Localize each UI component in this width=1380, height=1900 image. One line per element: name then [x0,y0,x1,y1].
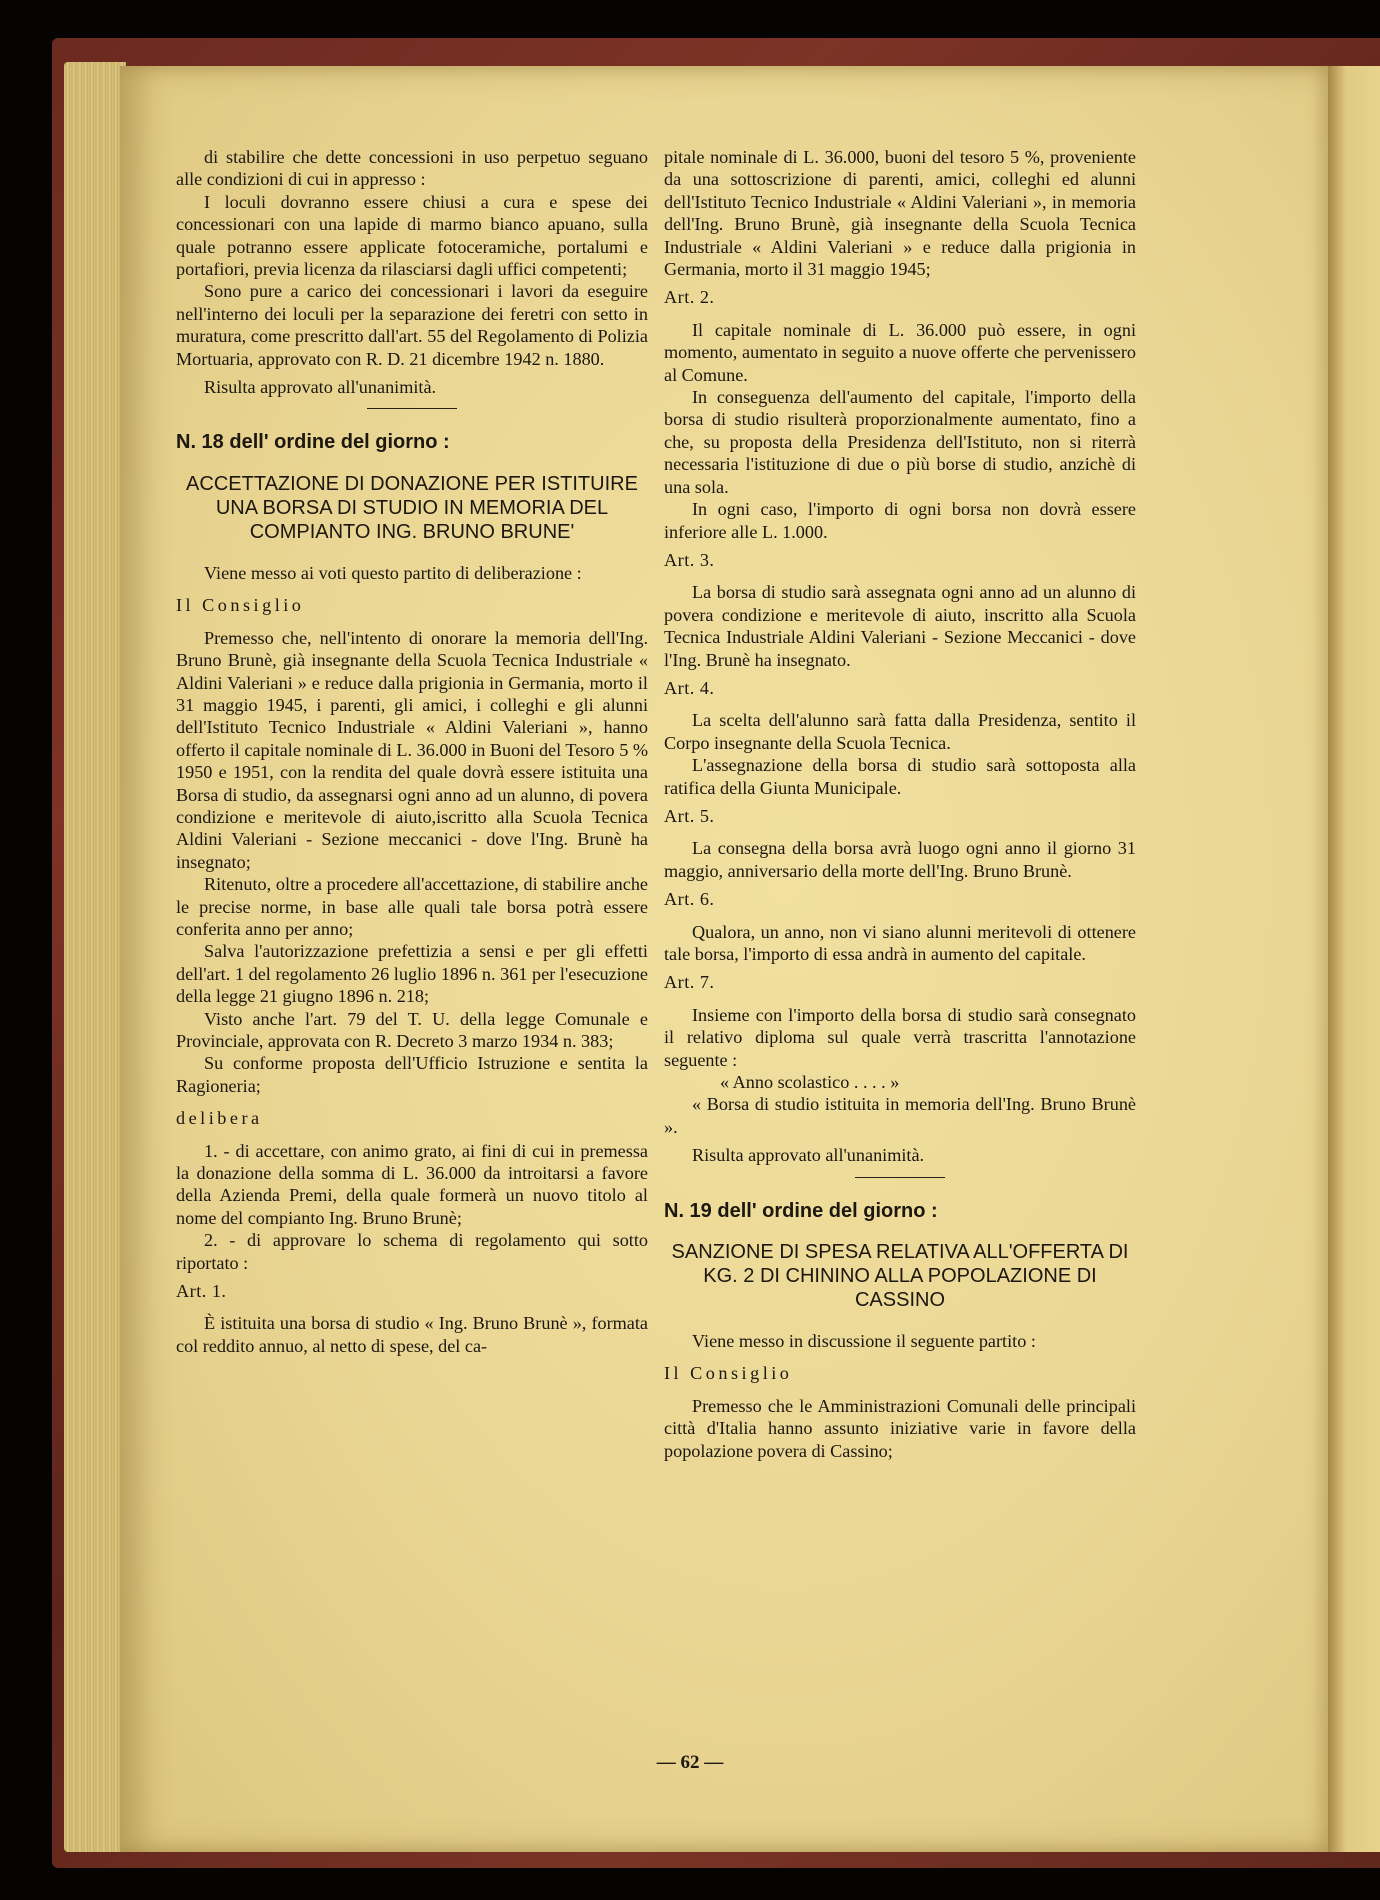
paragraph: La consegna della borsa avrà luogo ogni anno il giorno 31 maggio, anniversario della morte dell'Ing. Bruno Brunè. [664,838,1136,881]
paragraph: Sono pure a carico dei concessionari i lavori da eseguire nell'interno dei loculi per la separazione dei feretri con setto in muratura, come prescritto dall'art. 55 del Regolamento di Polizia Mortuaria, approvato con R. D. 21 dicembre 1942 n. 1880. [176,281,648,369]
paragraph: Premesso che, nell'intento di onorare la memoria dell'Ing. Bruno Brunè, già insegnante della Scuola Tecnica Industriale « Aldini Valeriani » e reduce dalla prigionia in Germania, morto il 31 maggio 1945, i parenti, gli amici, i colleghi e gli alunni dell'Istituto Tecnico Industriale « Aldini Valeriani », hanno offerto il capitale nominale di L. 36.000 in Buoni del Tesoro 5 % 1950 e 1951, con la rendita del quale dovrà essere istituita una Borsa di studio, da assegnarsi ogni anno ad un alunno, di povera condizione e meritevole di aiuto,iscritto alla Scuola Tecnica Aldini Valeriani - Sezione meccanici - dove l'Ing. Brunè ha insegnato; [176,627,648,872]
paragraph: Ritenuto, oltre a procedere all'accettazione, di stabilire anche le precise norme, in base alle quali tale borsa potrà essere conferita anno per anno; [176,874,648,939]
approval-note: Risulta approvato all'unanimità. [204,377,437,398]
article-heading: Art. 7. [664,972,715,993]
paragraph: È istituita una borsa di studio « Ing. Bruno Brunè », formata col reddito annuo, al netto di spese, del ca- [176,1313,648,1356]
paragraph: In ogni caso, l'importo di ogni borsa non dovrà essere inferiore alle L. 1.000. [664,499,1136,542]
left-column [176,146,648,1357]
paragraph: In conseguenza dell'aumento del capitale, l'importo della borsa di studio risulterà proporzionalmente aumentato, fino a che, su proposta della Presidenza dell'Istituto, non si riterrà necessaria l'istituzione di due o più borse di studio, anzichè di una sola. [664,387,1136,497]
paragraph: 1. - di accettare, con animo grato, ai fini di cui in premessa la donazione della somma di L. 36.000 da introitarsi a favore della Azienda Premi, della quale formerà un nuovo titolo al nome del compianto Ing. Bruno Brunè; [176,1140,648,1228]
facing-page-edge [1328,66,1380,1852]
paragraph: Viene messo in discussione il seguente partito : [692,1331,1036,1352]
approval-note: Risulta approvato all'unanimità. [692,1145,925,1166]
agenda-item-heading: N. 18 dell' ordine del giorno : [176,431,450,454]
paragraph: I loculi dovranno essere chiusi a cura e spese dei concessionari con una lapide di marmo bianco apuano, sulla quale potranno essere applicate fotoceramiche, portalumi e portafiori, previa licenza da rilasciarsi dagli uffici competenti; [176,191,648,280]
page-edges [64,62,126,1852]
delibera-label: delibera [176,1108,263,1129]
annotation-line: « Anno scolastico . . . . » [720,1072,900,1093]
agenda-item-subject: ACCETTAZIONE DI DONAZIONE PER ISTITUIRE UNA BORSA DI STUDIO IN MEMORIA DEL COMPIANTO ING. BRUNO BRUNE' [186,472,638,543]
article-heading: Art. 6. [664,889,715,910]
paragraph: Il capitale nominale di L. 36.000 può essere, in ogni momento, aumentato in seguito a nuove offerte che pervenissero al Comune. [664,319,1136,385]
right-column [664,146,1136,1462]
section-divider [367,408,457,409]
paragraph: pitale nominale di L. 36.000, buoni del tesoro 5 %, proveniente da una sottoscrizione di parenti, amici, colleghi ed alunni dell'Istituto Tecnico Industriale « Aldini Valeriani », in memoria dell'Ing. Bruno Brunè, già insegnante della Scuola Tecnica Industriale « Aldini Valeriani » e reduce dalla prigionia in Germania, morto il 31 maggio 1945; [664,147,1136,280]
paragraph: La scelta dell'alunno sarà fatta dalla Presidenza, sentito il Corpo insegnante della Scuola Tecnica. [664,710,1136,753]
paragraph: Qualora, un anno, non vi siano alunni meritevoli di ottenere tale borsa, l'importo di essa andrà in aumento del capitale. [664,921,1136,964]
agenda-item-heading: N. 19 dell' ordine del giorno : [664,1199,938,1222]
article-heading: Art. 5. [664,805,715,826]
paragraph: Su conforme proposta dell'Ufficio Istruzione e sentita la Ragioneria; [176,1053,648,1096]
article-heading: Art. 2. [664,287,715,308]
consiglio-label: Il Consiglio [664,1363,793,1384]
paragraph: Visto anche l'art. 79 del T. U. della legge Comunale e Provinciale, approvata con R. Decreto 3 marzo 1934 n. 383; [176,1008,648,1051]
paragraph: 2. - di approvare lo schema di regolamento qui sotto riportato : [176,1230,648,1273]
consiglio-label: Il Consiglio [176,595,305,616]
article-heading: Art. 1. [176,1281,227,1302]
paragraph: Insieme con l'importo della borsa di studio sarà consegnato il relativo diploma sul quale verrà trascritta l'annotazione seguente : [664,1004,1136,1070]
article-heading: Art. 4. [664,677,715,698]
paragraph: Premesso che le Amministrazioni Comunali delle principali città d'Italia hanno assunto iniziative varie in favore della popolazione povera di Cassino; [664,1395,1136,1461]
paragraph: di stabilire che dette concessioni in uso perpetuo seguano alle condizioni di cui in appresso : [176,147,648,190]
paragraph: Salva l'autorizzazione prefettizia a sensi e per gli effetti dell'art. 1 del regolamento 26 luglio 1896 n. 361 per l'esecuzione della legge 21 giugno 1896 n. 218; [176,941,648,1007]
paragraph: Viene messo ai voti questo partito di deliberazione : [204,562,582,583]
article-heading: Art. 3. [664,549,715,570]
agenda-item-subject: SANZIONE DI SPESA RELATIVA ALL'OFFERTA DI KG. 2 DI CHININO ALLA POPOLAZIONE DI CASSINO [671,1241,1129,1312]
annotation-line: « Borsa di studio istituita in memoria dell'Ing. Bruno Brunè ». [664,1094,1136,1137]
page-number: — 62 — [656,1752,724,1773]
paragraph: L'assegnazione della borsa di studio sarà sottoposta alla ratifica della Giunta Municipale. [664,755,1136,798]
section-divider [855,1177,945,1178]
paragraph: La borsa di studio sarà assegnata ogni anno ad un alunno di povera condizione e meritevole di aiuto, inscritto alla Scuola Tecnica Industriale Aldini Valeriani - Sezione Meccanici - dove l'Ing. Brunè ha insegnato. [664,582,1136,670]
